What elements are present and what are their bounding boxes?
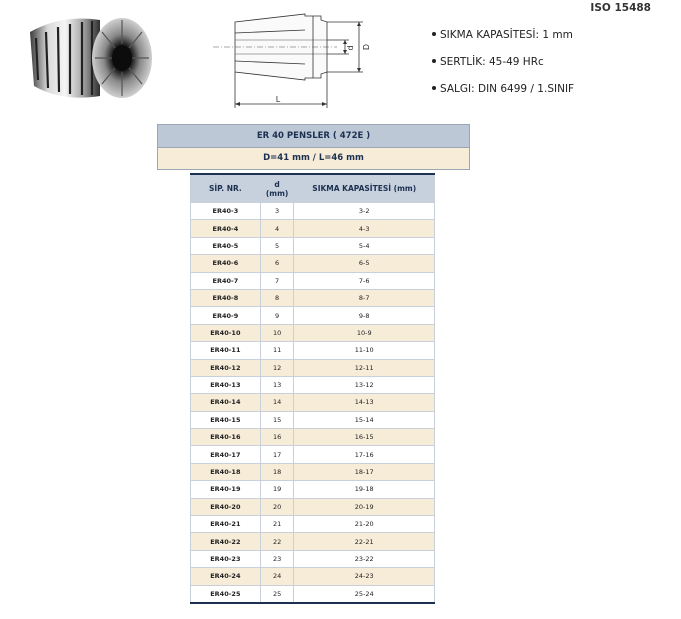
cell-order-number: ER40-17 <box>191 446 261 463</box>
cell-d: 3 <box>260 203 294 220</box>
cell-d: 15 <box>260 411 294 428</box>
table-row <box>191 516 435 533</box>
cell-d: 8 <box>260 289 294 306</box>
cell-d: 10 <box>260 324 294 341</box>
cell-order-number: ER40-24 <box>191 568 261 585</box>
cell-d: 18 <box>260 463 294 480</box>
collet-technical-drawing <box>205 8 375 110</box>
cell-d: 19 <box>260 481 294 498</box>
table-row <box>191 411 435 428</box>
iso-standard-label: ISO 15488 <box>590 2 651 14</box>
cell-capacity: 17-16 <box>294 446 435 463</box>
table-row <box>191 550 435 567</box>
cell-order-number: ER40-6 <box>191 255 261 272</box>
cell-capacity: 14-13 <box>294 394 435 411</box>
product-banner <box>157 124 470 170</box>
cell-d: 24 <box>260 568 294 585</box>
cell-order-number: ER40-18 <box>191 463 261 480</box>
table-row <box>191 237 435 254</box>
table-row <box>191 324 435 341</box>
header-d-unit: (mm) <box>265 188 289 198</box>
cell-order-number: ER40-10 <box>191 324 261 341</box>
table-row <box>191 429 435 446</box>
cell-capacity: 19-18 <box>294 481 435 498</box>
spec-text: SIKMA KAPASİTESİ: 1 mm <box>440 29 573 41</box>
table-row <box>191 272 435 289</box>
header-sip-nr: SİP. NR. <box>191 174 261 203</box>
table-row <box>191 481 435 498</box>
cell-d: 21 <box>260 516 294 533</box>
table-row <box>191 394 435 411</box>
cell-order-number: ER40-15 <box>191 411 261 428</box>
cell-capacity: 6-5 <box>294 255 435 272</box>
table-row <box>191 255 435 272</box>
bullet-icon <box>432 59 436 63</box>
cell-capacity: 25-24 <box>294 585 435 603</box>
cell-d: 9 <box>260 307 294 324</box>
table-row <box>191 203 435 220</box>
table-row <box>191 289 435 306</box>
banner-dimensions: D=41 mm / L=46 mm <box>158 148 469 169</box>
cell-order-number: ER40-9 <box>191 307 261 324</box>
table-row <box>191 376 435 393</box>
cell-capacity: 13-12 <box>294 376 435 393</box>
cell-order-number: ER40-20 <box>191 498 261 515</box>
cell-capacity: 21-20 <box>294 516 435 533</box>
cell-capacity: 11-10 <box>294 342 435 359</box>
cell-order-number: ER40-7 <box>191 272 261 289</box>
spec-text: SALGI: DIN 6499 / 1.SINIF <box>440 83 575 95</box>
cell-order-number: ER40-25 <box>191 585 261 603</box>
header-d-label: d <box>274 179 280 189</box>
header-capacity: SIKMA KAPASİTESİ (mm) <box>294 174 435 203</box>
table-row <box>191 359 435 376</box>
table-row <box>191 307 435 324</box>
cell-capacity: 18-17 <box>294 463 435 480</box>
cell-order-number: ER40-14 <box>191 394 261 411</box>
spec-list <box>432 28 574 109</box>
banner-title: ER 40 PENSLER ( 472E ) <box>158 125 469 148</box>
cell-d: 20 <box>260 498 294 515</box>
dim-L-label: L <box>275 95 281 104</box>
collet-table <box>190 173 435 604</box>
dim-D-label: D <box>362 43 371 51</box>
cell-order-number: ER40-13 <box>191 376 261 393</box>
collet-photo <box>22 10 154 102</box>
cell-d: 16 <box>260 429 294 446</box>
table-row <box>191 533 435 550</box>
cell-d: 4 <box>260 220 294 237</box>
cell-order-number: ER40-4 <box>191 220 261 237</box>
cell-capacity: 5-4 <box>294 237 435 254</box>
spec-item <box>432 82 574 109</box>
cell-d: 23 <box>260 550 294 567</box>
table-row <box>191 498 435 515</box>
cell-capacity: 15-14 <box>294 411 435 428</box>
cell-order-number: ER40-8 <box>191 289 261 306</box>
cell-order-number: ER40-19 <box>191 481 261 498</box>
table-row <box>191 585 435 603</box>
cell-capacity: 9-8 <box>294 307 435 324</box>
cell-d: 5 <box>260 237 294 254</box>
bullet-icon <box>432 32 436 36</box>
spec-item <box>432 28 574 55</box>
cell-d: 6 <box>260 255 294 272</box>
cell-order-number: ER40-11 <box>191 342 261 359</box>
spec-text: SERTLİK: 45-49 HRc <box>440 56 544 68</box>
table-row <box>191 463 435 480</box>
cell-order-number: ER40-23 <box>191 550 261 567</box>
cell-order-number: ER40-3 <box>191 203 261 220</box>
cell-capacity: 22-21 <box>294 533 435 550</box>
table-row <box>191 342 435 359</box>
table-row <box>191 568 435 585</box>
cell-capacity: 12-11 <box>294 359 435 376</box>
cell-d: 25 <box>260 585 294 603</box>
bullet-icon <box>432 86 436 90</box>
cell-capacity: 24-23 <box>294 568 435 585</box>
cell-capacity: 7-6 <box>294 272 435 289</box>
table-row <box>191 220 435 237</box>
cell-d: 22 <box>260 533 294 550</box>
spec-item <box>432 55 574 82</box>
cell-d: 12 <box>260 359 294 376</box>
cell-capacity: 10-9 <box>294 324 435 341</box>
cell-order-number: ER40-22 <box>191 533 261 550</box>
cell-capacity: 16-15 <box>294 429 435 446</box>
table-row <box>191 446 435 463</box>
cell-order-number: ER40-5 <box>191 237 261 254</box>
dim-d-label: d <box>346 45 355 51</box>
header-d <box>260 174 294 203</box>
cell-d: 11 <box>260 342 294 359</box>
cell-order-number: ER40-16 <box>191 429 261 446</box>
cell-capacity: 8-7 <box>294 289 435 306</box>
cell-capacity: 3-2 <box>294 203 435 220</box>
cell-capacity: 20-19 <box>294 498 435 515</box>
cell-order-number: ER40-12 <box>191 359 261 376</box>
cell-order-number: ER40-21 <box>191 516 261 533</box>
cell-capacity: 4-3 <box>294 220 435 237</box>
cell-d: 17 <box>260 446 294 463</box>
cell-d: 14 <box>260 394 294 411</box>
cell-capacity: 23-22 <box>294 550 435 567</box>
cell-d: 7 <box>260 272 294 289</box>
cell-d: 13 <box>260 376 294 393</box>
